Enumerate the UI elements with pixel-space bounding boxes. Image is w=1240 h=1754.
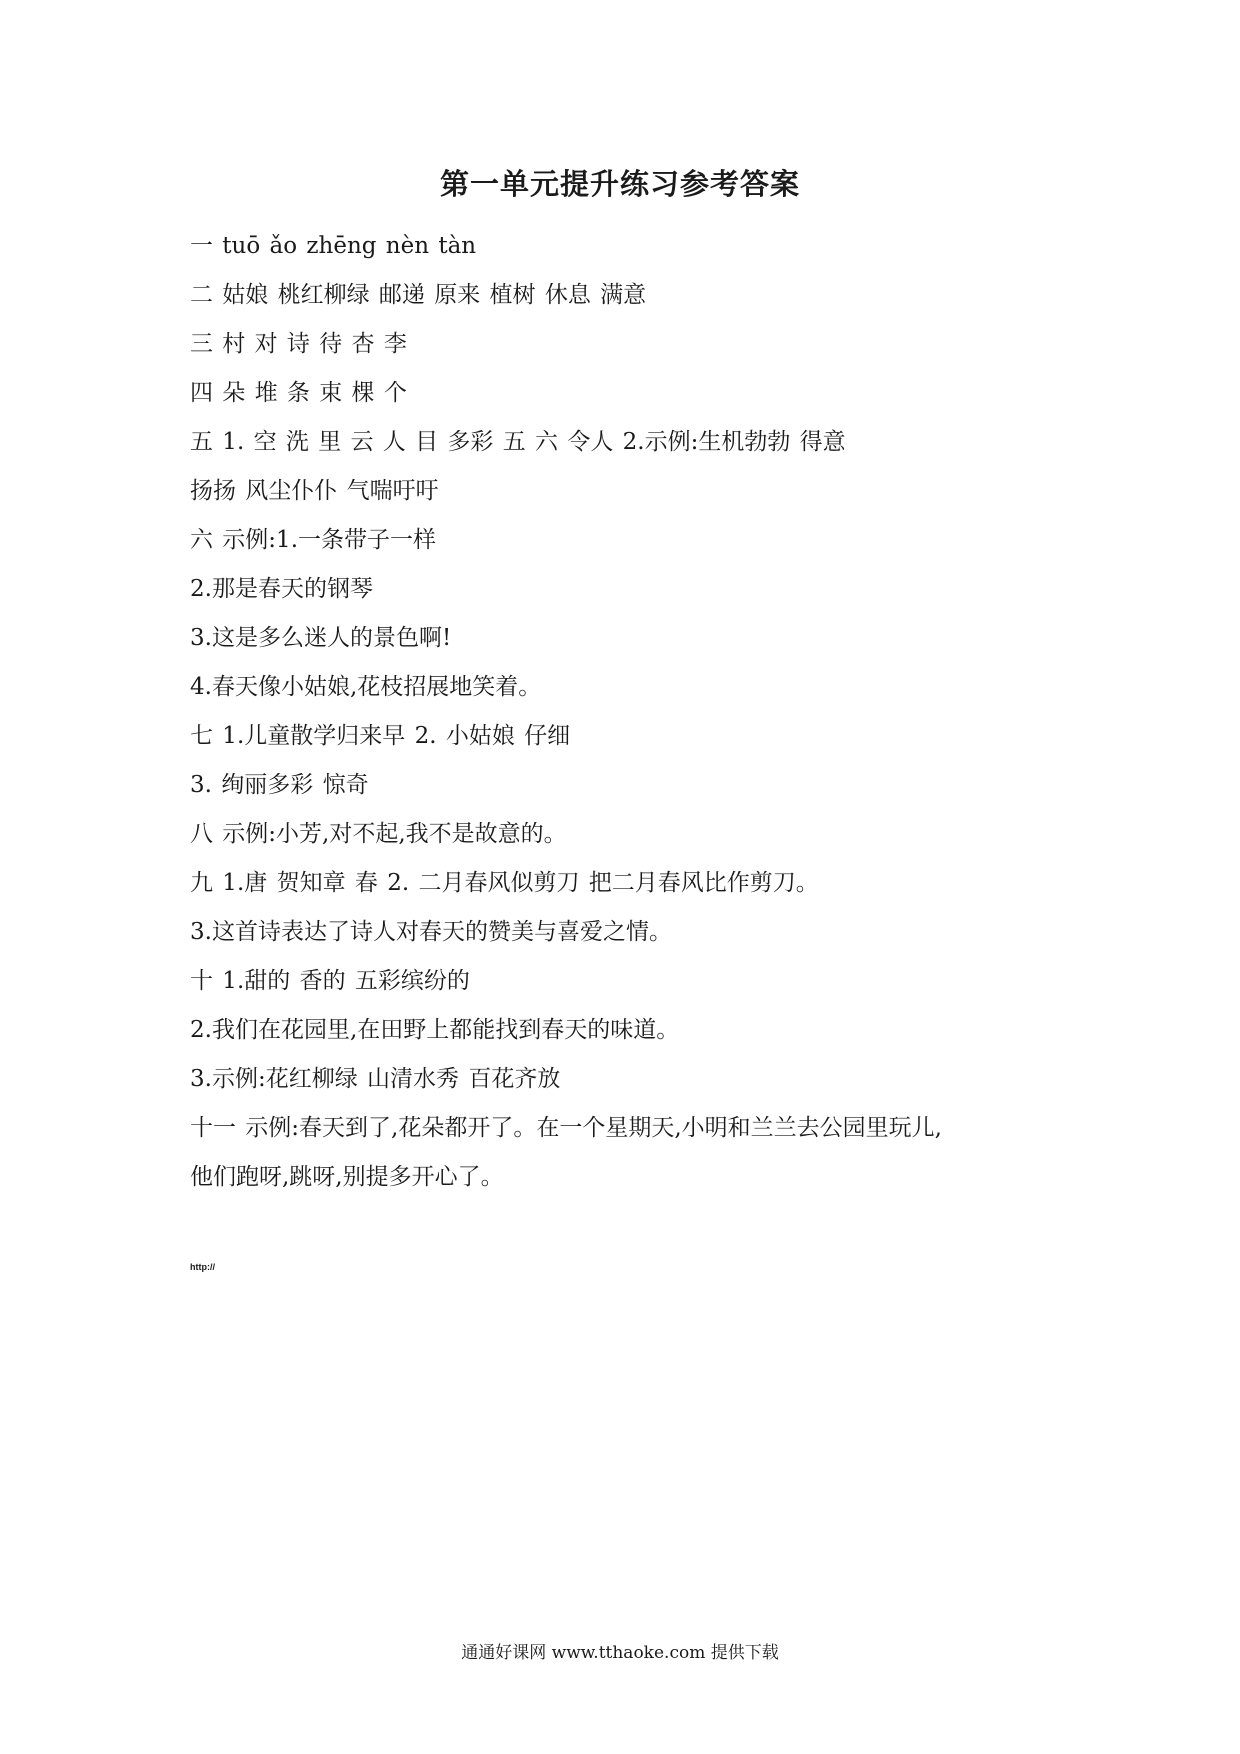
answer-line-18: 3.示例:花红柳绿 山清水秀 百花齐放 bbox=[190, 1066, 561, 1092]
answer-line-8: 2.那是春天的钢琴 bbox=[190, 576, 373, 602]
answer-line-20: 他们跑呀,跳呀,别提多开心了。 bbox=[190, 1164, 504, 1190]
answer-line-3: 三 村 对 诗 待 杏 李 bbox=[190, 331, 407, 357]
answer-line-11: 七 1.儿童散学归来早 2. 小姑娘 仔细 bbox=[190, 723, 571, 749]
answer-line-16: 十 1.甜的 香的 五彩缤纷的 bbox=[190, 968, 470, 994]
answer-line-5: 五 1. 空 洗 里 云 人 目 多彩 五 六 令人 2.示例:生机勃勃 得意 bbox=[190, 429, 846, 455]
answer-line-17: 2.我们在花园里,在田野上都能找到春天的味道。 bbox=[190, 1017, 680, 1043]
url-stub: http:// bbox=[190, 1262, 215, 1272]
page-title: 第一单元提升练习参考答案 bbox=[439, 167, 800, 201]
answer-line-12: 3. 绚丽多彩 惊奇 bbox=[190, 772, 369, 798]
answer-line-13: 八 示例:小芳,对不起,我不是故意的。 bbox=[190, 821, 567, 847]
answer-line-4: 四 朵 堆 条 束 棵 个 bbox=[190, 380, 407, 406]
answer-line-1: 一 tuō ǎo zhēng nèn tàn bbox=[190, 233, 477, 259]
answer-line-6: 扬扬 风尘仆仆 气喘吁吁 bbox=[190, 478, 439, 504]
page-footer: 通通好课网 www.tthaoke.com 提供下载 bbox=[461, 1643, 779, 1663]
answer-line-2: 二 姑娘 桃红柳绿 邮递 原来 植树 休息 满意 bbox=[190, 282, 647, 308]
answer-line-10: 4.春天像小姑娘,花枝招展地笑着。 bbox=[190, 674, 542, 700]
answer-line-9: 3.这是多么迷人的景色啊! bbox=[190, 625, 452, 651]
answer-line-15: 3.这首诗表达了诗人对春天的赞美与喜爱之情。 bbox=[190, 919, 672, 945]
answer-line-14: 九 1.唐 贺知章 春 2. 二月春风似剪刀 把二月春风比作剪刀。 bbox=[190, 870, 819, 896]
answer-line-7: 六 示例:1.一条带子一样 bbox=[190, 527, 437, 553]
answer-list bbox=[190, 222, 1070, 1202]
answer-line-19: 十一 示例:春天到了,花朵都开了。在一个星期天,小明和兰兰去公园里玩儿, bbox=[190, 1115, 942, 1141]
